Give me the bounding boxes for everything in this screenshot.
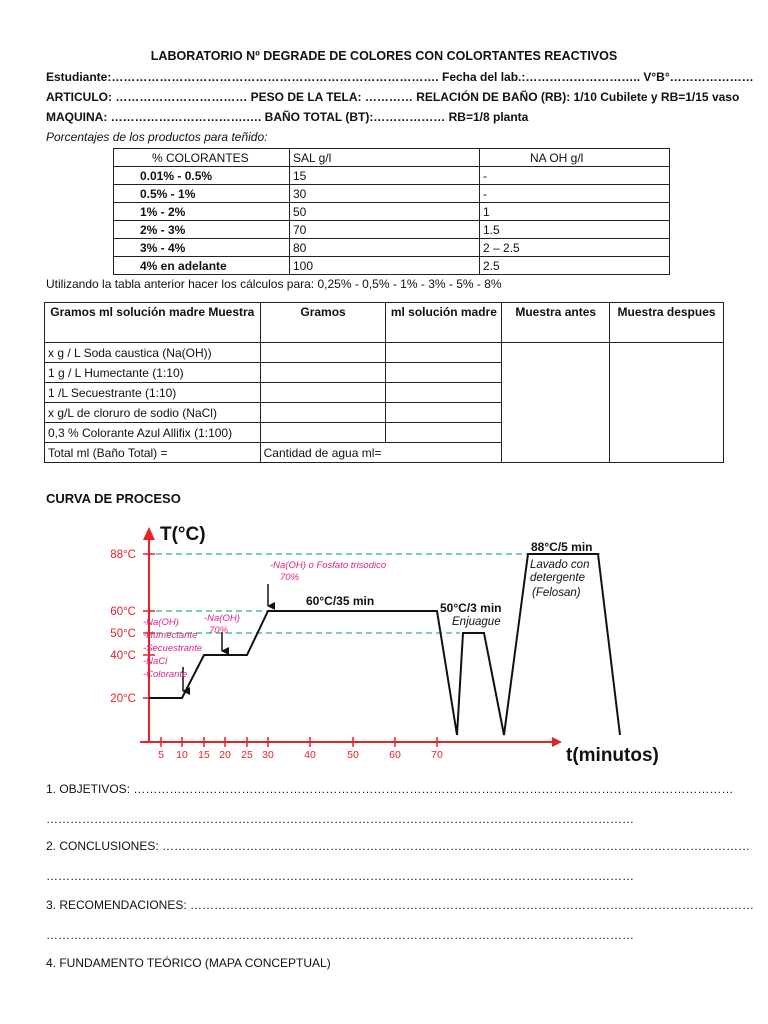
table-cell: 50 [290, 203, 480, 221]
y-tick-label: 20°C [110, 693, 136, 705]
step-label: (Felosan) [532, 587, 581, 599]
column-header: Muestra antes [502, 303, 610, 343]
table-cell: 30 [290, 185, 480, 203]
y-tick-label: 88°C [110, 549, 136, 561]
process-curve-title: CURVA DE PROCESO [46, 491, 181, 506]
step-label: detergente [530, 572, 585, 584]
recommendations-continuation[interactable]: ………………………………………………………………………………………………………………………………… [46, 928, 634, 942]
x-tick-label: 40 [304, 749, 316, 761]
x-tick-label: 5 [158, 749, 164, 761]
recommendations-line[interactable]: 3. RECOMENDACIONES: …………………………………………………………………………………………………………………………… [46, 898, 755, 912]
x-tick-label: 50 [347, 749, 359, 761]
step-label: 50°C/3 min [440, 601, 502, 615]
table-cell: 2 – 2.5 [480, 239, 670, 257]
x-tick-label: 25 [241, 749, 253, 761]
column-header: Gramos ml solución madre Muestra [45, 303, 261, 343]
column-header: % COLORANTES [114, 149, 290, 167]
table-cell: 3% - 4% [114, 239, 290, 257]
chemical-note: -Na(OH) [204, 613, 240, 624]
table-cell: - [480, 167, 670, 185]
machine-line: MAQUINA: …………………………….…. BAÑO TOTAL (BT):……………… RB=1/8 planta [46, 110, 529, 124]
water-label: Cantidad de agua ml= [260, 443, 502, 463]
x-tick-label: 10 [176, 749, 188, 761]
column-header: Gramos [260, 303, 386, 343]
chemical-note: -Na(OH) [143, 617, 179, 628]
table-cell: 80 [290, 239, 480, 257]
x-tick-label: 15 [198, 749, 210, 761]
x-tick-label: 70 [431, 749, 443, 761]
conclusions-line[interactable]: 2. CONCLUSIONES: ………………………………………………………………………………………………………………………………… [46, 839, 751, 853]
table-cell: 2% - 3% [114, 221, 290, 239]
table-cell: 0.01% - 0.5% [114, 167, 290, 185]
table-cell: 15 [290, 167, 480, 185]
table-cell: 1% - 2% [114, 203, 290, 221]
chemical-note: -Colorante [143, 669, 188, 680]
conclusions-continuation[interactable]: ………………………………………………………………………………………………………………………………… [46, 869, 634, 883]
objectives-line[interactable]: 1. OBJETIVOS: …………………………………………………………………………………………………………………………………… [46, 782, 734, 796]
table-cell: 0,3 % Colorante Azul Allifix (1:100) [45, 423, 261, 443]
x-tick-label: 60 [389, 749, 401, 761]
column-header: Muestra despues [610, 303, 724, 343]
table-cell: - [480, 185, 670, 203]
table-cell: 0.5% - 1% [114, 185, 290, 203]
document-title: LABORATORIO Nº DEGRADE DE COLORES CON COLORTANTES REACTIVOS [150, 49, 618, 63]
table-cell: x g/L de cloruro de sodio (NaCl) [45, 403, 261, 423]
table-cell: 1 g / L Humectante (1:10) [45, 363, 261, 383]
table-cell: 1 [480, 203, 670, 221]
y-axis-arrow [143, 527, 155, 540]
x-axis-label: t(minutos) [566, 745, 659, 766]
chemical-note: -Humectante [143, 630, 198, 641]
y-tick-label: 60°C [110, 606, 136, 618]
chemical-note: 70% [280, 572, 300, 583]
chemical-note: 70% [209, 625, 229, 636]
step-label: 88°C/5 min [531, 540, 593, 554]
x-tick-label: 20 [219, 749, 231, 761]
column-header: NA OH g/l [480, 149, 670, 167]
chemical-note: -Na(OH) o Fosfato trisodico [270, 560, 387, 571]
chemical-note: -NaCl [143, 656, 168, 667]
table-cell: 2.5 [480, 257, 670, 275]
x-tick-label: 30 [262, 749, 274, 761]
step-label: Lavado con [530, 559, 590, 571]
calculation-instruction: Utilizando la tabla anterior hacer los cálculos para: 0,25% - 0,5% - 1% - 3% - 5% - 8% [46, 277, 502, 291]
student-line: Estudiante:………………………………………………………………………. Fecha del lab.:……………………….. V°B°………………… [46, 70, 754, 84]
table-cell: 100 [290, 257, 480, 275]
y-axis-label: T(°C) [160, 524, 206, 545]
column-header: ml solución madre [386, 303, 502, 343]
article-line: ARTICULO: …………………………… PESO DE LA TELA: ………… RELACIÓN DE BAÑO (RB): 1/10 Cubilete y RB=1/15 vaso [46, 90, 740, 104]
table-cell: x g / L Soda caustica (Na(OH)) [45, 343, 261, 363]
total-label: Total ml (Baño Total) = [45, 443, 261, 463]
objectives-continuation[interactable]: ………………………………………………………………………………………………………………………………… [46, 812, 634, 826]
percentages-caption: Porcentajes de los productos para teñido: [46, 130, 268, 144]
table-cell: 70 [290, 221, 480, 239]
y-tick-label: 40°C [110, 650, 136, 662]
chemical-note: -Secuestrante [143, 643, 203, 654]
step-label: Enjuague [452, 616, 501, 628]
table-cell: 1.5 [480, 221, 670, 239]
y-tick-label: 50°C [110, 628, 136, 640]
theory-heading: 4. FUNDAMENTO TEÓRICO (MAPA CONCEPTUAL) [46, 956, 331, 970]
table-cell: 1 /L Secuestrante (1:10) [45, 383, 261, 403]
column-header: SAL g/l [290, 149, 480, 167]
table-cell: 4% en adelante [114, 257, 290, 275]
step-label: 60°C/35 min [306, 594, 375, 608]
